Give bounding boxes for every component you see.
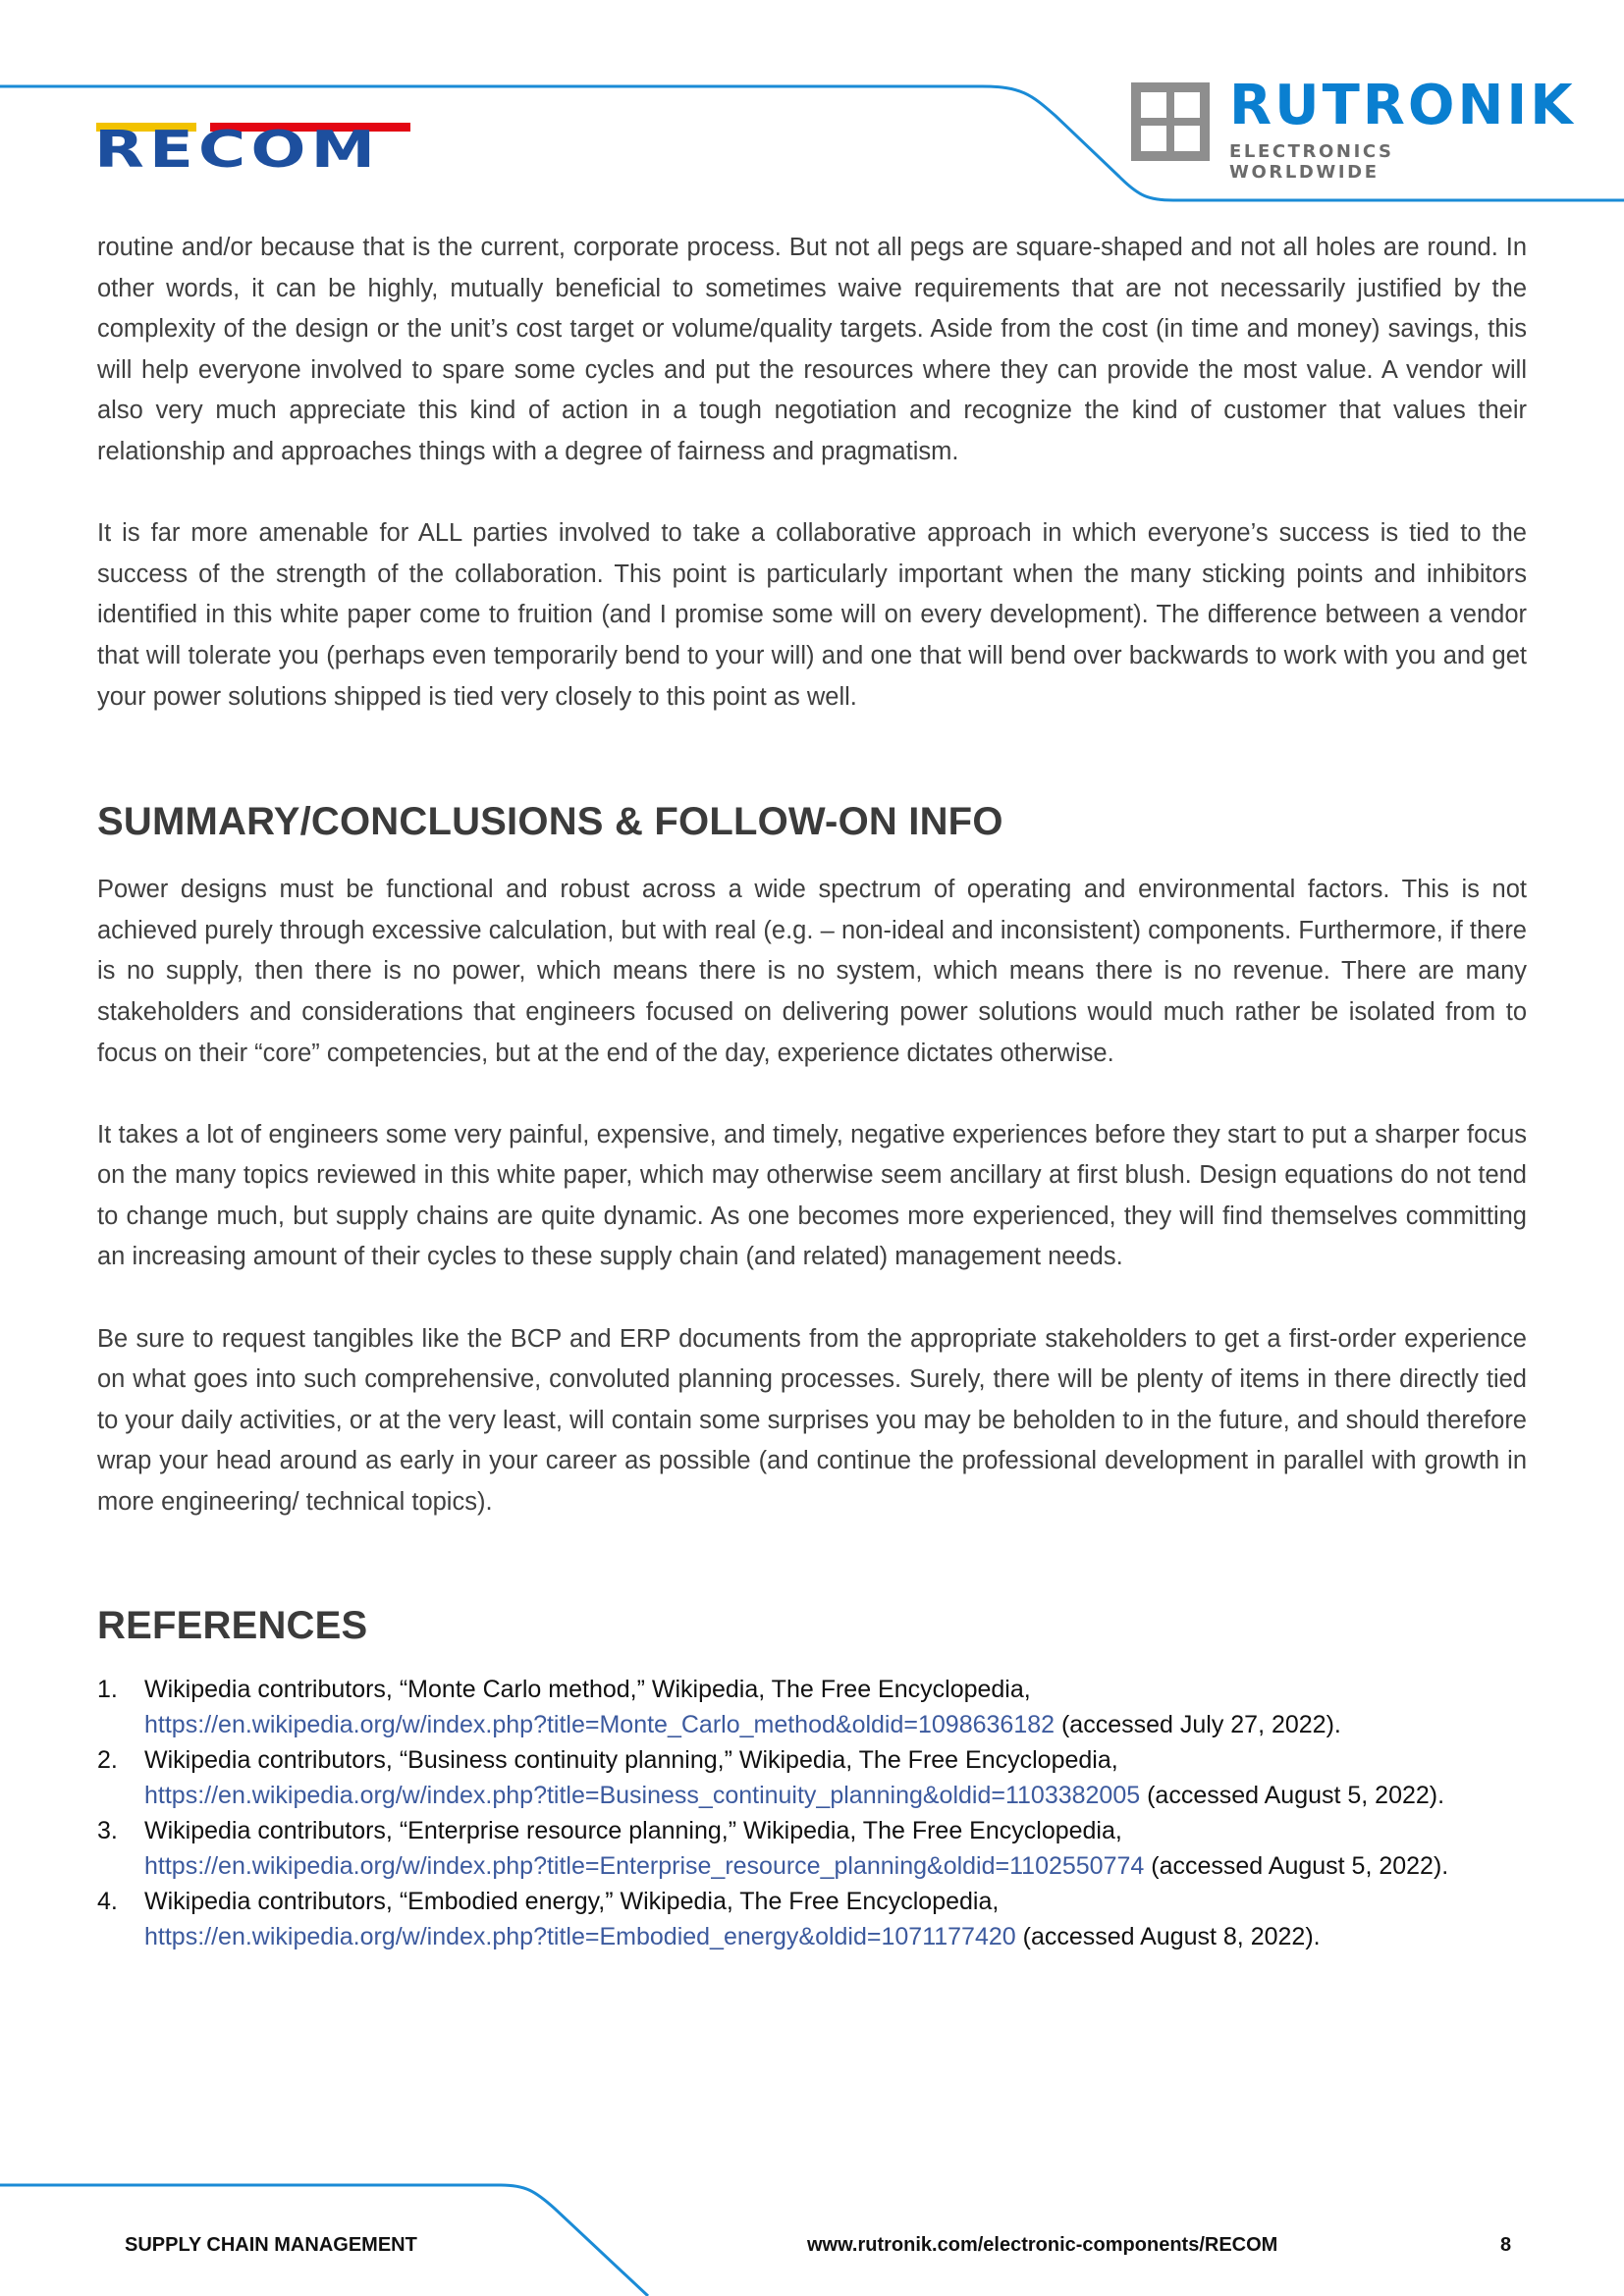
reference-number: 1. [97,1675,118,1703]
page-content [97,228,1527,1954]
rutronik-logo [1131,74,1576,183]
reference-number: 4. [97,1887,118,1915]
reference-accessed: (accessed August 8, 2022). [1015,1922,1321,1950]
summary-paragraph: It takes a lot of engineers some very painful, expensive, and timely, negative experiences before they start to put a sharper focus on the many topics reviewed in this white paper, which may otherwise seem ancillary at first blush. Design equations do not tend to change much, but supply chains are quite dynamic. As one becomes more experienced, they will find themselves committing an increasing amount of their cycles to these supply chain (and related) management needs. [97,1120,1527,1271]
reference-item [97,1884,1527,1954]
body-paragraph: routine and/or because that is the current, corporate process. But not all pegs are square-shaped and not all holes are round. In other words, it can be highly, mutually beneficial to sometimes waive requirements that are not necessarily justified by the complexity of the design or the unit’s cost target or volume/quality targets. Aside from the cost (in time and money) savings, this will help everyone involved to spare some cycles and put the resources where they can provide the most value. A vendor will also very much appreciate this kind of action in a tough negotiation and recognize the kind of customer that values their relationship and approaches things with a degree of fairness and pragmatism. [97,234,1527,465]
reference-text: Wikipedia contributors, “Enterprise resource planning,” Wikipedia, The Free Encyclopedia, [144,1816,1122,1844]
reference-text: Wikipedia contributors, “Business continuity planning,” Wikipedia, The Free Encyclopedia, [144,1745,1118,1774]
summary-paragraph: Power designs must be functional and robust across a wide spectrum of operating and environmental factors. This is not achieved purely through excessive calculation, but with real (e.g. – non-ideal and inconsistent) components. Furthermore, if there is no supply, then there is no power, which means there is no system, which means there is no revenue. There are many stakeholders and considerations that engineers focused on delivering power solutions would much rather be isolated from to focus on their “core” competencies, but at the end of the day, experience dictates otherwise. [97,876,1527,1067]
references-heading: REFERENCES [97,1603,368,1647]
body-paragraph: It is far more amenable for ALL parties involved to take a collaborative approach in which everyone’s success is tied to the success of the strength of the collaboration. This point is particularly important when the many sticking points and inhibitors identified in this white paper come to fruition (and I promise some will on every development). The difference between a vendor that will tolerate you (perhaps even temporarily bend to your will) and one that will bend over backwards to work with you and get your power solutions shipped is tied very closely to this point as well. [97,519,1527,711]
rutronik-tagline: ELECTRONICS WORLDWIDE [1229,141,1394,183]
footer-section-label: SUPPLY CHAIN MANAGEMENT [125,2234,417,2256]
reference-item [97,1742,1527,1813]
reference-link[interactable]: https://en.wikipedia.org/w/index.php?title=Embodied_energy&oldid=1071177420 [144,1922,1016,1950]
reference-text: Wikipedia contributors, “Monte Carlo method,” Wikipedia, The Free Encyclopedia, [144,1675,1031,1703]
summary-heading: SUMMARY/CONCLUSIONS & FOLLOW-ON INFO [97,800,1003,844]
footer-site-url[interactable]: www.rutronik.com/electronic-components/RECOM [807,2234,1278,2256]
recom-logo-wordmark: RECOM [94,120,381,180]
reference-link[interactable]: https://en.wikipedia.org/w/index.php?title=Business_continuity_planning&oldid=1103382005 [144,1781,1141,1809]
references-list [97,1672,1527,1954]
reference-number: 3. [97,1816,118,1844]
reference-text: Wikipedia contributors, “Embodied energy,” Wikipedia, The Free Encyclopedia, [144,1887,1000,1915]
rutronik-wordmark: RUTRONIK [1229,74,1576,137]
summary-paragraph: Be sure to request tangibles like the BCP and ERP documents from the appropriate stakeholders to get a first-order experience on what goes into such comprehensive, convoluted planning processes. Surely, there will be plenty of items in there directly tied to your daily activities, or at the very least, will contain some surprises you may be beholden to in the future, and should therefore wrap your head around as early in your career as possible (and continue the professional development in parallel with growth in more engineering/ technical topics). [97,1324,1527,1517]
reference-accessed: (accessed August 5, 2022). [1144,1851,1449,1880]
reference-accessed: (accessed August 5, 2022). [1140,1781,1445,1809]
reference-item [97,1813,1527,1884]
reference-link[interactable]: https://en.wikipedia.org/w/index.php?title=Enterprise_resource_planning&oldid=1102550774 [144,1851,1145,1880]
reference-accessed: (accessed July 27, 2022). [1055,1710,1341,1738]
reference-link[interactable]: https://en.wikipedia.org/w/index.php?title=Monte_Carlo_method&oldid=1098636182 [144,1710,1056,1738]
footer-page-number: 8 [1500,2234,1512,2256]
reference-number: 2. [97,1745,118,1774]
recom-logo [94,120,410,187]
rutronik-grid-icon [1131,82,1210,161]
reference-item [97,1672,1527,1742]
